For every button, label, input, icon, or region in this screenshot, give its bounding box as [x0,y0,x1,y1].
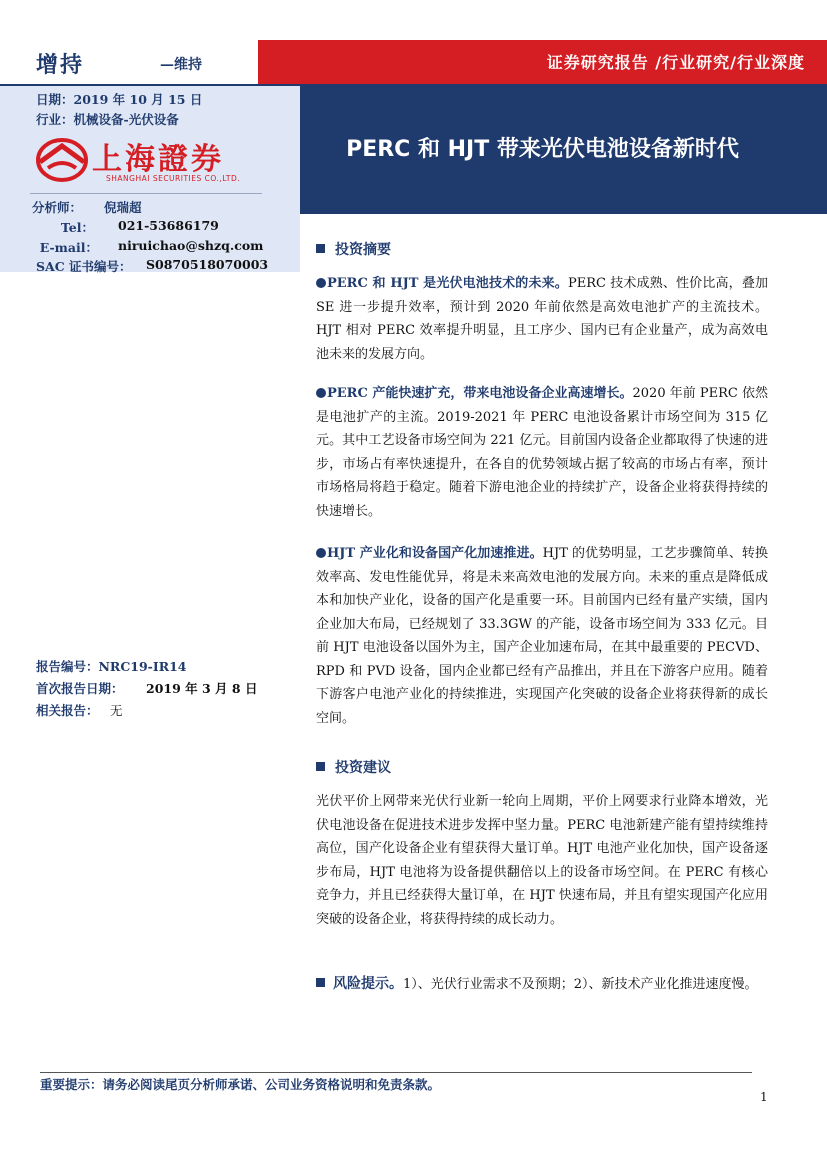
summary-paragraph-3 [316,542,768,730]
analyst-name: 倪瑞超 [104,200,142,215]
report-type-bar [258,40,827,84]
industry: 行业：机械设备-光伏设备 [36,112,179,127]
circle-bullet-icon [316,278,326,288]
related-report-label: 相关报告： [36,703,99,718]
report-number: 报告编号：NRC19-IR14 [36,659,187,674]
advice-paragraph: 光伏平价上网带来光伏行业新一轮向上周期，平价上网要求行业降本增效，光伏电池设备在促进技术进步发挥中坚力量。PERC 电池新建产能有望持续维持高位，国产化设备企业有望获得大量订单。HJT 电池产业化加快，国产设备逐步布局，HJT 电池将为设备提供翻倍以上的设备市场空间。在 PERC 有核心竞争力，并且已经获得大量订单，在 HJT 快速布局，并且有望实现国产化应用突破的设备企业，将获得持续的成长动力。 [316,794,768,927]
rating: 增持 [36,52,85,78]
email-label: E-mail： [39,240,98,255]
logo-text-cn: 上海證券 [92,142,224,177]
logo-emblem-icon [34,136,94,186]
analyst-divider [30,193,262,194]
section-heading-advice [316,757,391,777]
section-heading-summary [316,239,391,259]
related-report: 无 [110,703,123,718]
sac-number: S0870518070003 [146,257,269,272]
company-logo [34,132,254,190]
summary-body-1: PERC 技术成熟、性价比高，叠加 SE 进一步提升效率，预计到 2020 年前依然是高效电池扩产的主流技术。HJT 相对 PERC 效率提升明显，且工序少、国内已有企业量产，成为高效电池未来的发展方向。 [316,276,768,362]
first-report-date: 2019 年 3 月 8 日 [146,681,258,696]
page-number: 1 [760,1090,768,1104]
summary-lead-2: PERC 产能快速扩充，带来电池设备企业高速增长。 [327,386,633,401]
summary-body-3: HJT 的优势明显，工艺步骤简单、转换效率高、发电性能优异，将是未来高效电池的发展方向。未来的重点是降低成本和加快产业化，设备的国产化是重要一环。目前国内已经有量产实绩，国内企业加大布局，已经规划了 33.3GW 的产能，设备市场空间为 333 亿元。目前 HJT 电池设备以国外为主，国产企业加速布局，在其中最重要的 PECVD、RPD 和 PVD 设备，国内企业都已经有产品推出，并且在下游客户应用。随着下游客户电池产业化的持续推进，实现国产化突破的设备企业将获得新的成长空间。 [316,546,768,726]
square-bullet-icon [316,978,325,987]
logo-text-en: SHANGHAI SECURITIES CO.,LTD. [106,174,241,183]
square-bullet-icon [316,762,325,771]
report-type: 证券研究报告 /行业研究/行业深度 [546,53,805,72]
sac-label: SAC 证书编号： [36,259,132,274]
footer-divider [40,1072,752,1073]
summary-lead-3: HJT 产业化和设备国产化加速推进。 [327,546,543,561]
tel-label: Tel： [60,220,94,235]
risk-label: 风险提示。 [333,976,403,992]
advice-heading-text: 投资建议 [335,760,391,776]
risk-paragraph [316,973,768,997]
risk-body: 1）、光伏行业需求不及预期；2）、新技术产业化推进速度慢。 [403,977,758,992]
report-title: PERC 和 HJT 带来光伏电池设备新时代 [346,137,739,162]
summary-paragraph-2 [316,382,768,523]
square-bullet-icon [316,244,325,253]
report-date: 日期：2019 年 10 月 15 日 [36,92,203,107]
first-report-date-label: 首次报告日期： [36,681,124,696]
rating-sub: —维持 [160,57,202,73]
circle-bullet-icon [316,388,326,398]
analyst-email[interactable]: niruichao@shzq.com [118,238,264,253]
analyst-label: 分析师： [31,200,82,215]
summary-body-2: 2020 年前 PERC 依然是电池扩产的主流。2019-2021 年 PERC 电池设备累计市场空间为 315 亿元。其中工艺设备市场空间为 221 亿元。目前国内设备企业都取得了快速的进步，市场占有率快速提升，在各自的优势领域占据了较高的市场占有率，预计市场格局将趋于稳定。随着下游电池企业的持续扩产，设备企业将获得持续的快速增长。 [316,386,768,519]
summary-heading-text: 投资摘要 [335,242,391,258]
footer-notice: 重要提示：请务必阅读尾页分析师承诺、公司业务资格说明和免责条款。 [40,1077,441,1092]
analyst-tel: 021-53686179 [118,218,219,233]
summary-lead-1: PERC 和 HJT 是光伏电池技术的未来。 [327,276,568,291]
title-block [258,84,827,214]
summary-paragraph-1 [316,272,768,366]
circle-bullet-icon [316,548,326,558]
